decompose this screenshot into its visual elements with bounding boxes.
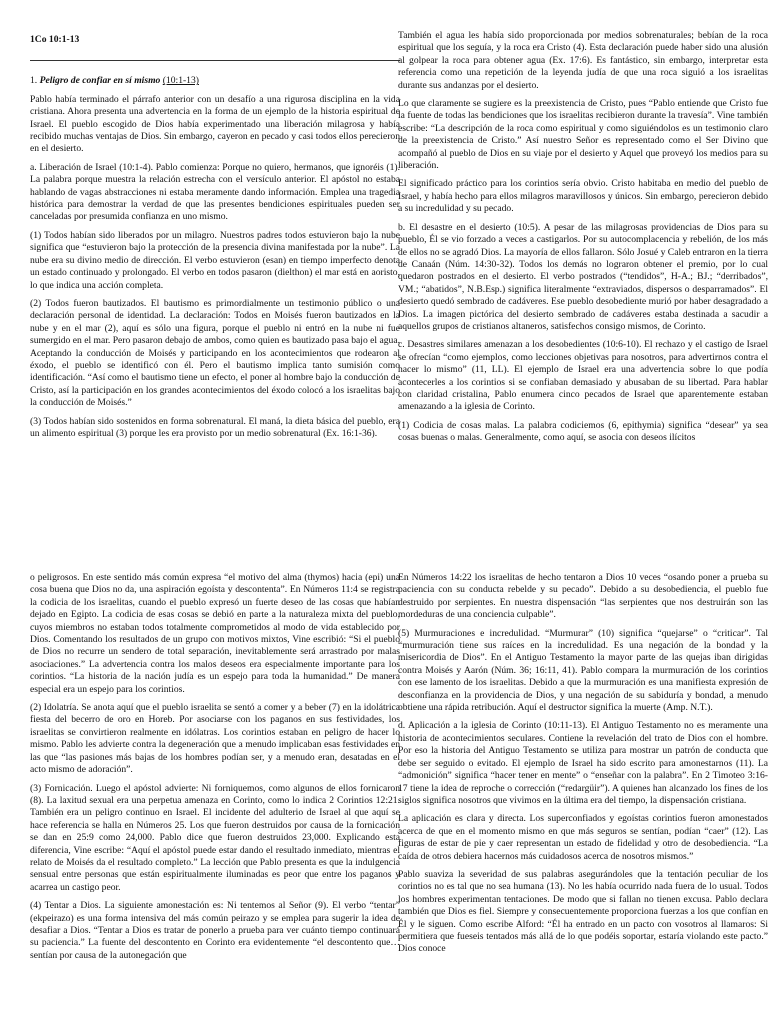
heading-number: 1.	[30, 75, 38, 87]
page-top-right	[398, 30, 768, 508]
paragraph: a. Liberación de Israel (10:1-4). Pablo comienza: Porque no quiero, hermanos, que ignoréis (1). La palabra porque muestra la relación estrecha con el versículo anterior. El apóstol no estaba hablando de vagas abstracciones ni estaba meramente dando información. Emplea una tragedia histórica para demostrar la verdad de que las presentes bendiciones espirituales pueden ser canceladas por presumida confianza en uno mismo.	[30, 161, 400, 223]
paragraph: c. Desastres similares amenazan a los desobedientes (10:6-10). El rechazo y el castigo de Israel se ofrecían “como ejemplos, como lecciones objetivas para nosotros, para advertirnos contra el hacer lo mismo” (11, LL). El ejemplo de Israel era una advertencia sobre lo que podía acontecerles a los corintios si se confiaban demasiado y abusaban de su libertad. Para hablar con claridad cristalina, Pablo enumera cinco pecados de Israel que aparentemente estaban amenazando a la iglesia de Corinto.	[398, 339, 768, 413]
header-divider	[30, 60, 400, 61]
paragraph: (2) Idolatría. Se anota aquí que el pueblo israelita se sentó a comer y a beber (7) en la idolátrica fiesta del becerro de oro en Horeb. Por asociarse con los paganos en sus festividades, los israelitas se convirtieron realmente en idólatras. Los corintios estaban en peligro de hacer lo mismo. Pablo les advierte contra la degeneración que a menudo implicaban esas festividades en las que “las pasiones más bajas de los hombres podían ser, y a menudo eran, desatadas en el acto mismo de adoración”.	[30, 702, 400, 776]
heading-title: Peligro de confiar en sí mismo	[39, 75, 161, 87]
page-header: 1Co 10:1-13	[30, 34, 80, 45]
paragraph: En Números 14:22 los israelitas de hecho tentaron a Dios 10 veces “osando poner a prueba su paciencia con su conducta rebelde y su pecado”. Debido a su desobediencia, el pueblo fue destruido por serpientes. En nuestra dispensación “las serpientes que nos destruirán son las mordeduras de una conciencia culpable”.	[398, 572, 768, 621]
heading-reference-link[interactable]: (10:1-13)	[162, 75, 199, 87]
paragraph: Pablo había terminado el párrafo anterior con un desafío a una rigurosa disciplina en la vida cristiana. Ahora presenta una advertencia en la forma de un ejemplo de la historia espiritual de Israel. El pueblo escogido de Dios había experimentado una liberación milagrosa y había recibido muchas ventajas de Dios. Sin embargo, cayeron en pecado y casi todos ellos perecieron en el desierto.	[30, 93, 400, 155]
page-top-left	[30, 34, 400, 504]
paragraph: (5) Murmuraciones e incredulidad. “Murmurar” (10) significa “quejarse” o “criticar”. Tal “murmuración tiene sus raíces en la incredulidad. Es una negación de la bondad y la misericordia de Dios”. En el Antiguo Testamento la mayor parte de las quejas iban dirigidas contra Moisés y Aarón (Núm. 36; 16:11, 41). Pablo compara la murmuración de los corintios con ese lamento de los israelitas. Debido a que la murmuración es una manifiesta expresión de desconfianza en la providencia de Dios, y una negación de su sabiduría y bondad, a menudo obtiene una rápida retribución. Aquí el destructor significa la muerte (Amp. N.T.).	[398, 627, 768, 714]
paragraph: d. Aplicación a la iglesia de Corinto (10:11-13). El Antiguo Testamento no es meramente una historia de acontecimientos seculares. Contiene la revelación del trato de Dios con el hombre. Por eso la historia del Antiguo Testamento se utiliza para mostrar un patrón de conducta que debe ser seguido o evitado. El ejemplo de Israel ha sido escrito para amonestarnos (11). La “admonición” significa “hacer tener en mente” o “enseñar con la palabra”. En 2 Timoteo 3:16-17 tiene la idea de reproche o corrección (“redargüir”). A quienes han alcanzado los fines de los siglos significa nosotros que vivimos en la última era del tiempo, la dispensación cristiana.	[398, 720, 768, 806]
paragraph: (1) Codicia de cosas malas. La palabra codiciemos (6, epithymia) significa “desear” ya sea cosas buenas o malas. Generalmente, como aquí, se asocia con deseos ilícitos	[398, 419, 768, 444]
paragraph: Lo que claramente se sugiere es la preexistencia de Cristo, pues “Pablo entiende que Cristo fue la fuente de todas las bendiciones que los israelitas recibieron durante la travesía”. Vine también escribe: “La descripción de la roca como espiritual y como siguiéndolos es un testimonio claro de la preexistencia de Cristo.” Así nuestro Señor es representado como el Ser Divino que acompañó al pueblo de Dios en su viaje por el desierto y Aquel que proveyó los medios para su liberación.	[398, 98, 768, 172]
paragraph: La aplicación es clara y directa. Los superconfiados y egoístas corintios fueron amonestados acerca de que en el momento mismo en que más seguros se sentían, podían “caer” (12). Las figuras de estar de pie y caer representan un estado de fidelidad y otro de desobediencia. “La caída de otros debiera hacernos más cuidadosos acerca de nosotros mismos.”	[398, 813, 768, 862]
paragraph: (1) Todos habían sido liberados por un milagro. Nuestros padres todos estuvieron bajo la nube significa que “estuvieron bajo la protección de la presencia divina manifestada por la nube”. La nube era su divino medio de dirección. El verbo estuvieron (esan) en tiempo imperfecto denota un estado continuado y prolongado. El verbo en todos pasaron (dielthon) el mar está en aoristo, lo que indica una acción completa.	[30, 229, 400, 291]
page-bottom-right	[398, 572, 768, 1024]
paragraph: El significado práctico para los corintios sería obvio. Cristo habitaba en medio del pueblo de Israel, y había hecho para ellos milagros maravillosos y únicos. Sin embargo, perecieron debido a su incredulidad y su pecado.	[398, 178, 768, 215]
paragraph: (3) Fornicación. Luego el apóstol advierte: Ni forniquemos, como algunos de ellos fornicaron (8). La laxitud sexual era una perpetua amenaza en Corinto, como lo indica 2 Corintios 12:21. También era un peligro continuo en Israel. El incidente del adulterio de Israel al que aquí se hace referencia se halla en Números 25. Los que fueron destruidos por causa de la fornicación se dan en 25:9 como 24,000. Pablo dice que fueron destruidos 23,000. Explicando esta diferencia, Vine escribe: “Aquí el apóstol puede estar dando el resultado inmediato, mientras el relato de Moisés da el resultado completo.” La lección que Pablo presenta es que la indulgencia sensual entre personas que están espiritualmente iluminadas es peor que entre los paganos y acarrea un castigo peor.	[30, 782, 400, 893]
paragraph: (2) Todos fueron bautizados. El bautismo es primordialmente un testimonio público o una declaración personal de identidad. La declaración: Todos en Moisés fueron bautizados en la nube y en el mar (2), aquí es sólo una figura, porque el pueblo ni entró en la nube ni fue sumergido en el mar. Pero pasaron debajo de ambos, como quien es bautizado pasa bajo el agua. Aceptando la conducción de Moisés y participando en los acontecimientos que rodearon al éxodo, el pueblo se identificó con él. Pero el bautismo implica tanto sumisión como identificación. “Así como el bautismo tiene un efecto, el poner al hombre bajo la conducción de Cristo, así la participación en los grandes acontecimientos del éxodo colocó a los israelitas bajo la conducción de Moisés.”	[30, 297, 400, 409]
paragraph: También el agua les había sido proporcionada por medios sobrenaturales; bebían de la roca espiritual que los seguía, y la roca era Cristo (4). Esta declaración puede haber sido una alusión al golpear la roca para obtener agua (Ex. 17:6). Es fantástico, sin embargo, interpretar esta referencia como una repetición de la leyenda judía de que una roca siguió a los israelitas durante sus andanzas por el desierto.	[398, 30, 768, 91]
page-bottom-left	[30, 572, 400, 1024]
paragraph: (3) Todos habían sido sostenidos en forma sobrenatural. El maná, la dieta básica del pueblo, era un alimento espiritual (3) porque les era provisto por un medio sobrenatural (Ex. 16:1-36).	[30, 415, 400, 439]
section-heading	[30, 75, 400, 87]
paragraph: (4) Tentar a Dios. La siguiente amonestación es: Ni tentemos al Señor (9). El verbo “tentar” (ekpeirazo) es una forma intensiva del más común peirazo y se emplea para sugerir la idea de desafiar a Dios. “Tentar a Dios es tratar de ponerlo a prueba para ver cuánto tiempo continuará su paciencia.” La fuente del descontento en Corinto era evidentemente “el descontento que… sentían por causa de la autonegación que	[30, 900, 400, 961]
paragraph: b. El desastre en el desierto (10:5). A pesar de las milagrosas providencias de Dios para su pueblo, Él se vio forzado a veces a castigarlos. Por su autocomplacencia y rebelión, de los más de ellos no se agradó Dios. La mayoría de ellos fallaron. Sólo Josué y Caleb entraron en la tierra de Canaán (Núm. 14:30-32). Todos los demás no lograron obtener el premio, por lo cual quedaron postrados en el desierto. El verbo postrados (“tendidos”, H-A.; BJ.; “derribados”, VM.; “abatidos”, N.B.Esp.) significa literalmente “extraviados, dispersos o desparramados”. El desierto quedó sembrado de cadáveres. Ese pueblo desobediente murió por haber desagradado a Dios. La imagen pictórica del desierto sembrado de cadáveres estaba destinada a sacudir a aquellos grupos de cristianos altaneros, satisfechos consigo mismos, de Corinto.	[398, 221, 768, 332]
paragraph: Pablo suaviza la severidad de sus palabras asegurándoles que la tentación peculiar de los corintios no es tal que no sea humana (13). No les había ocurrido nada fuera de lo usual. Todos los hombres experimentan tentaciones. De modo que si fallan no tienen excusa. Pablo declara también que Dios es fiel. Siempre y consecuentemente proporciona fuerzas a los que confían en Él y le siguen. Como escribe Alford: “Él ha entrado en un pacto con vosotros al llamaros: Si permitiera que fueseis tentados más allá de lo que podéis soportar, estaría violando este pacto.” Dios conoce	[398, 868, 768, 955]
paragraph: o peligrosos. En este sentido más común expresa “el motivo del alma (thymos) hacia (epi) una cosa buena que Dios no da, una aspiración egoísta y descontenta”. En Números 11:4 se registra la codicia de los israelitas, cuando el pueblo expresó un fuerte deseo de las cosas que habían dejado en Egipto. La codicia de esas cosas se debió en parte a la naturaleza mixta del pueblo, cuyos miembros no estaban todos totalmente comprometidos al modo de vida establecido por Dios. Comentando los resultados de un grupo con motivos mixtos, Vine escribió: “Si el pueblo de Dios no recurre un sendero de total separación, inevitablemente será arrastrado por malas asociaciones.” La advertencia contra los malos deseos era especialmente importante para los corintios. “La historia de la nación judía es un espejo para toda la humanidad.” De manera especial era un espejo para los corintios.	[30, 572, 400, 695]
